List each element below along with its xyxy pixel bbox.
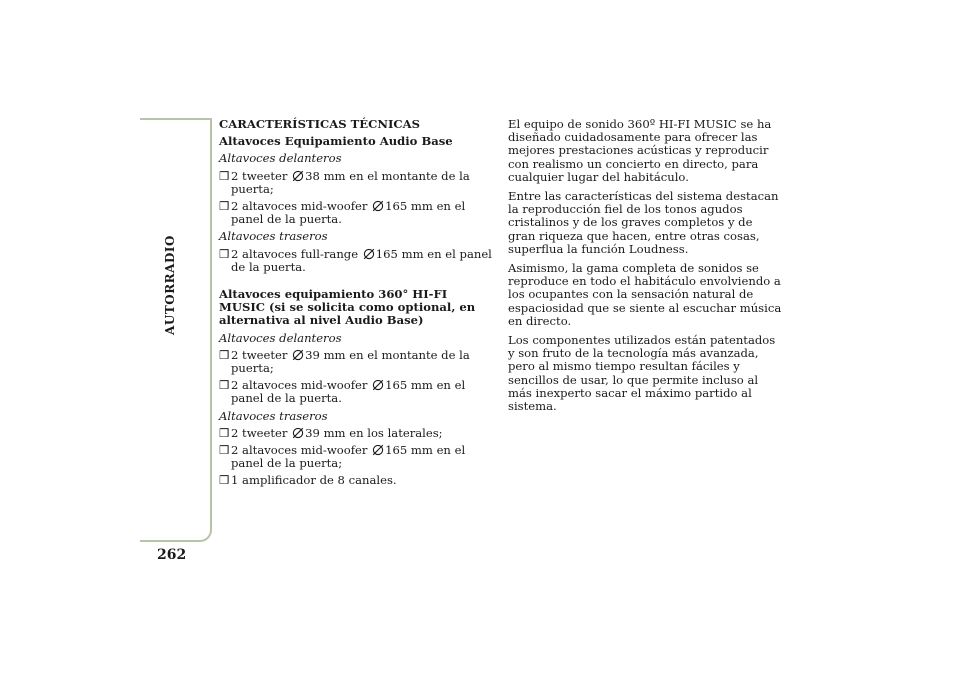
item-text: 1 amplificador de 8 canales.	[231, 473, 397, 488]
checkbox-bullet-icon: ❒	[219, 168, 230, 183]
item-text: 2 tweeter	[231, 347, 292, 362]
checkbox-bullet-icon: ❒	[219, 425, 230, 440]
item-text: 2 altavoces mid-woofer	[231, 199, 372, 214]
list-item	[219, 349, 494, 375]
item-text: 165 mm en el panel de la puerta;	[231, 443, 466, 471]
base-heading: Altavoces Equipamiento Audio Base	[219, 134, 453, 149]
item-text: 2 tweeter	[231, 168, 292, 183]
paragraph: El equipo de sonido 360º HI-FI MUSIC se ha diseñado cuidadosamente para ofrecer las mejores prestaciones acústicas y reproducir con realismo un concierto en directo, para cualquier lugar del habitáculo.	[508, 117, 772, 184]
section-label: AUTORRADIO	[163, 235, 177, 335]
diameter-icon	[292, 170, 304, 182]
hifi-rear-list	[219, 427, 494, 488]
base-rear-subheading: Altavoces traseros	[219, 229, 328, 244]
hifi-front-list	[219, 349, 494, 406]
paragraph: Entre las características del sistema destacan la reproducción fiel de los tonos agudos cristalinos y de los graves completos y de gran riqueza que hacen, entre otras cosas, superflua la función Loudness.	[508, 189, 779, 256]
paragraph: Asimismo, la gama completa de sonidos se reproduce en todo el habitáculo envolviendo a los ocupantes con la sensación natural de espaciosidad que se siente al escuchar música en directo.	[508, 261, 782, 328]
checkbox-bullet-icon: ❒	[219, 378, 230, 393]
hifi-front-subheading: Altavoces delanteros	[219, 330, 342, 345]
list-item	[219, 248, 494, 274]
item-text: 2 altavoces mid-woofer	[231, 443, 372, 458]
page-number: 262	[157, 547, 187, 563]
item-text: 39 mm en el montante de la puerta;	[231, 347, 470, 376]
item-text: 2 tweeter	[231, 425, 292, 440]
checkbox-bullet-icon: ❒	[219, 443, 230, 458]
base-rear-list	[219, 248, 494, 274]
list-item	[219, 427, 494, 440]
diameter-icon	[372, 444, 384, 456]
right-column	[508, 118, 783, 419]
list-item	[219, 474, 494, 487]
diameter-icon	[372, 200, 384, 212]
list-item	[219, 444, 494, 470]
base-front-subheading: Altavoces delanteros	[219, 151, 342, 166]
list-item	[219, 379, 494, 405]
section-title: CARACTERÍSTICAS TÉCNICAS	[219, 117, 420, 131]
item-text: 165 mm en el panel de la puerta.	[231, 378, 466, 406]
item-text: 2 altavoces full-range	[231, 246, 362, 261]
list-item	[219, 170, 494, 196]
left-column	[219, 118, 494, 492]
hifi-heading: Altavoces equipamiento 360° HI-FI MUSIC (si se solicita como optional, en alternativa al nivel Audio Base)	[219, 287, 476, 328]
checkbox-bullet-icon: ❒	[219, 246, 230, 261]
item-text: 38 mm en el montante de la puerta;	[231, 168, 470, 196]
paragraph: Los componentes utilizados están patentados y son fruto de la tecnología más avanzada, pero al mismo tiempo resultan fáciles y sencillos de usar, lo que permite incluso al más inexperto sacar el máximo partido al sistema.	[508, 333, 776, 414]
item-text: 39 mm en los laterales;	[305, 425, 443, 440]
item-text: 2 altavoces mid-woofer	[231, 378, 372, 393]
diameter-icon	[292, 349, 304, 361]
item-text: 165 mm en el panel de la puerta.	[231, 199, 466, 227]
diameter-icon	[363, 248, 375, 260]
hifi-rear-subheading: Altavoces traseros	[219, 408, 328, 423]
checkbox-bullet-icon: ❒	[219, 347, 230, 362]
diameter-icon	[292, 427, 304, 439]
diameter-icon	[372, 379, 384, 391]
item-text: 165 mm en el panel de la puerta.	[231, 246, 492, 274]
checkbox-bullet-icon: ❒	[219, 473, 230, 488]
checkbox-bullet-icon: ❒	[219, 199, 230, 214]
base-front-list	[219, 170, 494, 227]
list-item	[219, 200, 494, 226]
